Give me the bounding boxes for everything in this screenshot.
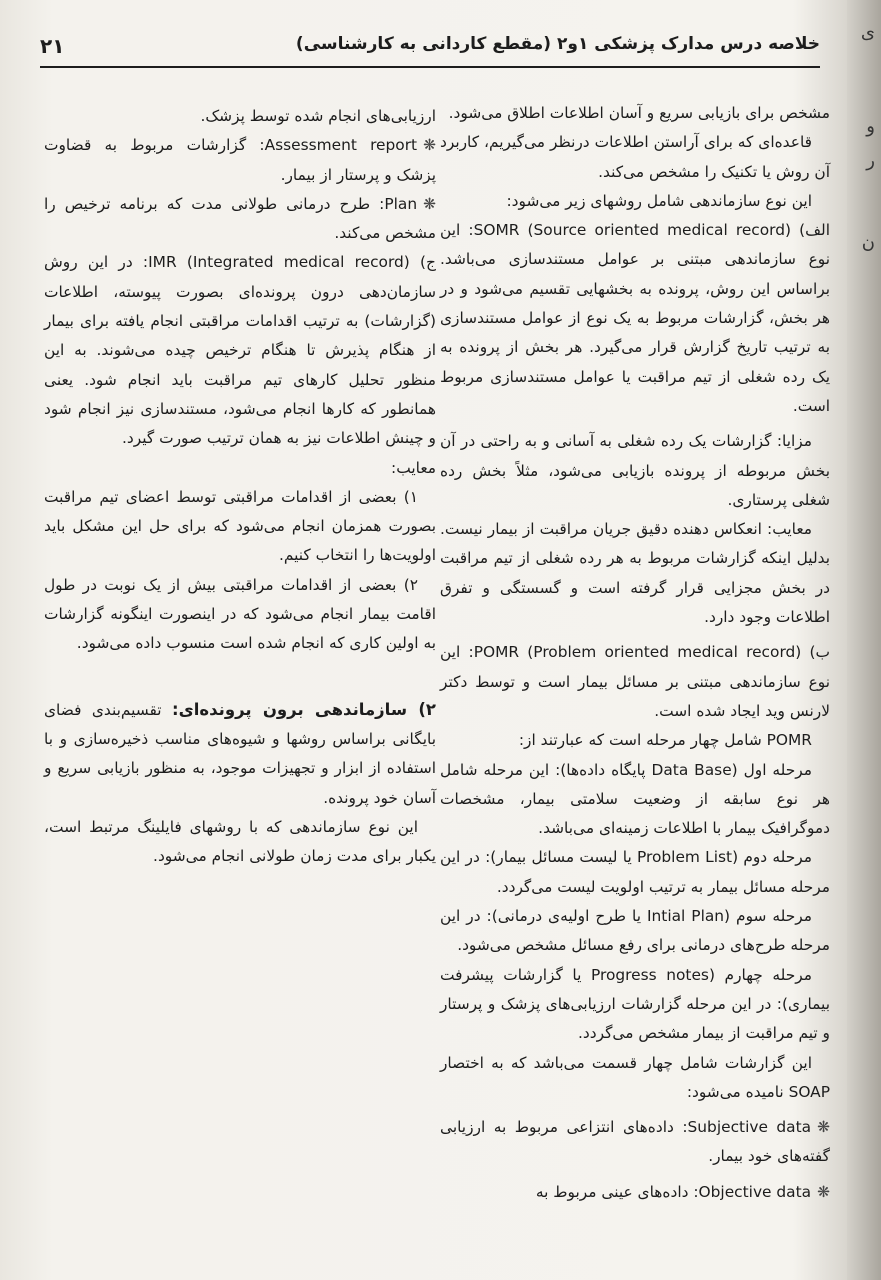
advantages-paragraph: مزایا: گزارشات یک رده شغلی به آسانی و به راحتی در آن بخش مربوطه از پرونده بازیابی می‌شود، مثلاً بخش رده شغلی پرستاری. [440,432,830,509]
soap-item-text: Plan: طرح درمانی طولانی مدت که برنامه ترخیص را مشخص می‌کند. [44,194,436,243]
soap-item-text: Assessment report: گزارشات مربوط به قضاوت پزشک و پرستار از بیمار. [44,136,436,184]
paragraph: این نوع سازماندهی شامل روشهای زیر می‌شود: [506,191,812,210]
bullet-icon: ❋ [817,1118,830,1137]
running-title: خلاصه درس مدارک پزشکی ۱و۲ (مقطع کاردانی به کارشناسی) [295,34,820,54]
bullet-icon: ❋ [423,194,436,213]
disadvantages-heading: معایب: [391,458,436,477]
edge-char: و [866,116,875,137]
list-item: ۱) بعضی از اقدامات مراقبتی توسط اعضای تیم مراقبت بصورت همزمان انجام می‌شود که برای حل این مشکل باید اولویت‌ها را انتخاب کنیم. [44,487,436,565]
running-header [40,30,820,64]
soap-item [44,131,436,190]
stage-paragraph: مرحله اول (Data Base پایگاه داده‌ها): این مرحله شامل هر نوع سابقه از وضعیت سلامتی بیمار، مشخصات دموگرافیک بیمار با اطلاعات زمینه‌ای می‌باشد. [440,760,830,838]
section-text: تقسیم‌بندی فضای بایگانی براساس روشها و شیوه‌های مناسب ذخیره‌سازی و با استفاده از ابزار و تجهیزات موجود، به منظور بازیابی سریع و آسان خود پرونده. [44,700,436,807]
edge-char: ن [861,232,875,253]
left-column [44,102,436,871]
list-item: ۲) بعضی از اقدامات مراقبتی بیش از یک نوبت در طول اقامت بیمار انجام می‌شود که در اینصورت اینگونه گزارشات به اولین کاری که انجام شده است منسوب داده می‌شود. [44,575,436,653]
paragraph: POMR شامل چهار مرحله است که عبارتند از: [518,731,812,750]
edge-char: ی [860,22,875,43]
imr-paragraph: ج) IMR (Integrated medical record): در این روش سازمان‌دهی درون پرونده‌ای بصورت پیوسته، اطلاعات (گزارشات) به ترتیب اقدامات مراقبتی انجام یافته برای بیمار از هنگام پذیرش تا هنگام ترخیص چیده می‌شوند. به این منظور تحلیل کارهای تیم مراقبت باید انجام شود. یعنی همانطور که کارها انجام می‌شود، مستندسازی نیز انجام شود و چینش اطلاعات نیز به همان ترتیب صورت گیرد. [44,253,436,448]
disadvantages-paragraph: معایب: انعکاس دهنده دقیق جریان مراقبت از بیمار نیست. بدلیل اینکه گزارشات مربوط به هر رده شغلی از تیم مراقبت در بخش مجزایی قرار گرفته است و گسستگی و تفرق اطلاعات وجود دارد. [440,520,830,627]
somr-paragraph: الف) SOMR (Source oriented medical record): این نوع سازماندهی مبتنی بر عوامل مستندسازی می‌باشد. براساس این روش، پرونده به بخشهایی تقسیم می‌شود و در هر بخش، گزارشات مربوط به یک نوع از عوامل مستندسازی به ترتیب تاریخ گزارش قرار می‌گیرد. هر بخش از پرونده به یک رده شغلی از تیم مراقبت یا عوامل مستندسازی مربوط است. [440,221,831,415]
soap-item [44,190,436,249]
soap-item-text: Subjective data: داده‌های انتزاعی مربوط به ارزیابی گفته‌های خود بیمار. [440,1118,830,1166]
paragraph: ارزیابی‌های انجام شده توسط پزشک. [200,107,436,125]
section-heading: ۲) سازماندهی برون پرونده‌ای: [172,699,436,719]
external-organization-paragraph [44,695,436,813]
stage-paragraph: مرحله چهارم (Progress notes یا گزارشات پیشرفت بیماری): در این مرحله گزارشات ارزیابی‌های پزشک و پرستار و تیم مراقبت از بیمار مشخص می‌گردد. [440,965,830,1043]
paragraph: مشخص برای بازیابی سریع و آسان اطلاعات اطلاق می‌شود. [448,104,830,122]
stage-paragraph: مرحله سوم (Intial Plan یا طرح اولیه‌ی درمانی): در این مرحله طرح‌های درمانی برای رفع مسائل مشخص می‌شود. [440,907,830,955]
soap-item [440,1113,830,1172]
next-page-edge [847,0,881,1280]
paragraph: قاعده‌ای که برای آراستن اطلاعات درنظر می‌گیریم، کاربرد آن روش یا تکنیک را مشخص می‌کند. [440,133,830,181]
bullet-icon: ❋ [423,136,436,155]
stage-paragraph: مرحله دوم (Problem List یا لیست مسائل بیمار): در این مرحله مسائل بیمار به ترتیب اولویت لیست می‌گردد. [440,848,830,896]
page-number: ۲۱ [40,34,65,58]
soap-item [440,1178,830,1207]
bullet-icon: ❋ [817,1182,830,1201]
paragraph: این گزارشات شامل چهار قسمت می‌باشد که به اختصار SOAP نامیده می‌شود: [440,1053,830,1101]
paragraph: این نوع سازماندهی که با روشهای فایلینگ مرتبط است، یکبار برای مدت زمان طولانی انجام می‌شود. [44,817,436,866]
soap-item-text: Objective data: داده‌های عینی مربوط به [535,1182,812,1201]
header-divider [40,66,820,68]
right-column [440,99,830,1207]
edge-char: ر [866,150,875,171]
pomr-paragraph: ب) POMR (Problem oriented medical record): این نوع سازماندهی مبتنی بر مسائل بیمار است و توسط دکتر لارنس وید ایجاد شده است. [440,643,831,720]
